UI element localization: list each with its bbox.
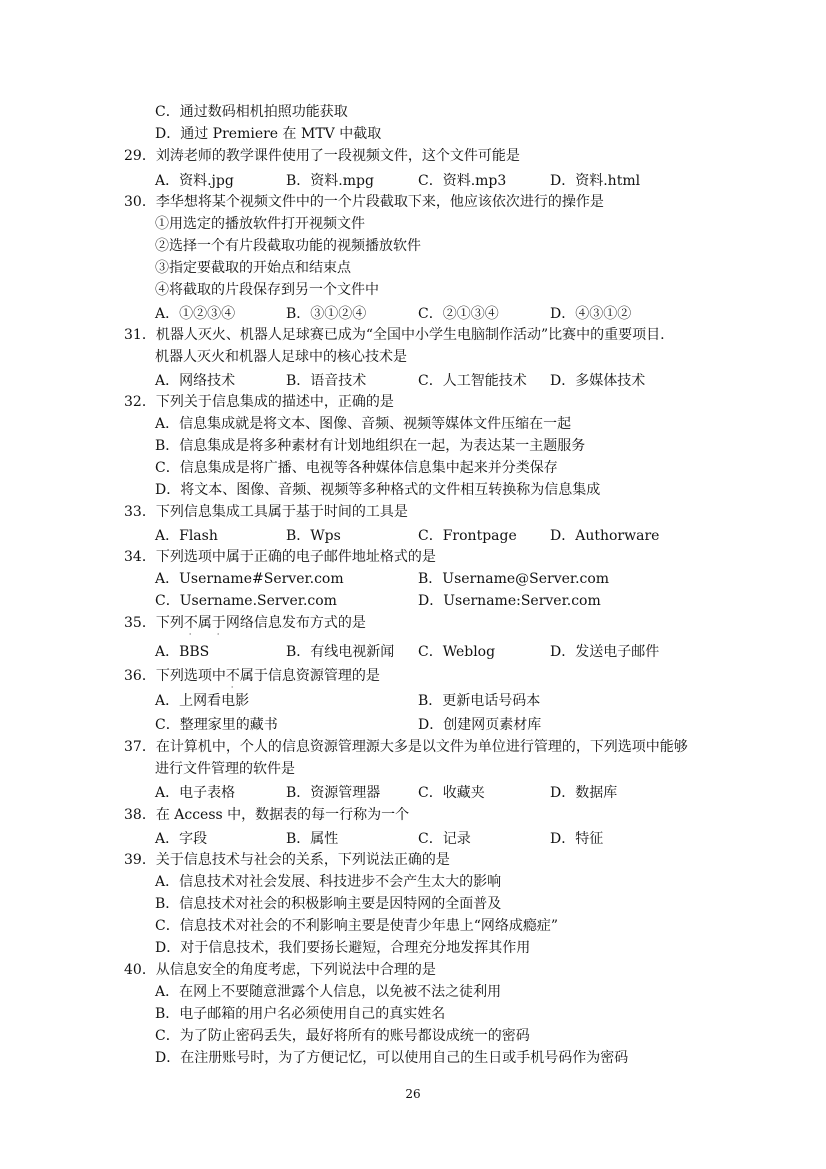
q31-stem: 31．机器人灭火、机器人足球赛已成为“全国中小学生电脑制作活动”比赛中的重要项目. [124,327,665,343]
q36-stem [124,667,380,692]
q37-option-b: B．资源管理器 [286,785,381,801]
q30-step-2: ②选择一个有片段截取功能的视频播放软件 [155,238,421,254]
q30-option-b: B．③①②④ [286,306,367,322]
q31-option-c: C．人工智能技术 [418,373,527,389]
q32-option-a: A．信息集成就是将文本、图像、音频、视频等媒体文件压缩在一起 [155,416,572,432]
q35-option-b: B．有线电视新闻 [286,644,395,660]
q28-option-c: C．通过数码相机拍照功能获取 [155,104,348,120]
q37-stem: 37．在计算机中，个人的信息资源管理源大多是以文件为单位进行管理的，下列选项中能够 [124,739,688,755]
q30-option-c: C．②①③④ [418,306,499,322]
q36-option-b: B．更新电话号码本 [418,693,541,709]
q35-option-a: A．BBS [155,644,210,660]
q38-option-c: C．记录 [418,831,471,847]
q31-stem-cont: 机器人灭火和机器人足球中的核心技术是 [155,349,407,365]
q35-stem-pre: 35．下列 [124,615,184,631]
q31-option-a: A．网络技术 [155,373,236,389]
q33-option-a: A．Flash [155,528,218,544]
q36-emphasis-text: 不 [225,668,240,684]
q30-step-1: ①用选定的播放软件打开视频文件 [155,216,365,232]
q28-option-d: D．通过 Premiere 在 MTV 中截取 [155,126,382,142]
emphasis-dot: · [216,630,220,639]
q39-option-a: A．信息技术对社会发展、科技进步不会产生太大的影响 [155,874,502,890]
q33-stem: 33．下列信息集成工具属于基于时间的工具是 [124,504,408,520]
q40-stem: 40．从信息安全的角度考虑，下列说法中合理的是 [124,962,436,978]
q38-option-a: A．字段 [155,831,208,847]
q32-option-c: C．信息集成是将广播、电视等各种媒体信息集中起来并分类保存 [155,460,558,476]
q33-option-c: C．Frontpage [418,528,517,544]
q30-step-4: ④将截取的片段保存到另一个文件中 [155,282,379,298]
q31-option-d: D．多媒体技术 [550,373,646,389]
q38-option-d: D．特征 [550,831,604,847]
q39-stem: 39．关于信息技术与社会的关系，下列说法正确的是 [124,852,450,868]
q39-option-d: D．对于信息技术，我们要扬长避短，合理充分地发挥其作用 [155,940,531,956]
q35-emphasis-text: 不属于 [183,615,226,631]
q30-option-d: D．④③①② [550,306,632,322]
page-number: 26 [405,1087,421,1101]
q35-option-d: D．发送电子邮件 [550,644,660,660]
q35-stem [124,614,366,639]
q36-option-c: C．整理家里的藏书 [155,717,278,733]
q30-option-a: A．①②③④ [155,306,236,322]
q29-option-c: C．资料.mp3 [418,173,507,189]
q34-option-a: A．Username#Server.com [155,571,344,587]
q32-option-b: B．信息集成是将多种素材有计划地组织在一起，为表达某一主题服务 [155,438,586,454]
q40-option-a: A．在网上不要随意泄露个人信息，以免被不法之徒利用 [155,984,502,1000]
q37-option-c: C．收藏夹 [418,785,485,801]
q37-option-a: A．电子表格 [155,785,236,801]
q38-stem: 38．在 Access 中，数据表的每一行称为一个 [124,807,410,823]
q35-stem-post: 网络信息发布方式的是 [225,615,366,631]
q37-stem-cont: 进行文件管理的软件是 [155,761,295,777]
q37-option-d: D．数据库 [550,785,618,801]
q31-option-b: B．语音技术 [286,373,367,389]
q30-step-3: ③指定要截取的开始点和结束点 [155,260,351,276]
q30-stem: 30．李华想将某个视频文件中的一个片段截取下来，他应该依次进行的操作是 [124,194,604,210]
q40-option-d: D．在注册账号时，为了方便记忆，可以使用自己的生日或手机号码作为密码 [155,1050,629,1066]
q36-stem-pre: 36．下列选项中 [124,668,226,684]
q32-option-d: D．将文本、图像、音频、视频等多种格式的文件相互转换称为信息集成 [155,482,601,498]
q33-option-b: B．Wps [286,528,341,544]
q39-option-b: B．信息技术对社会的积极影响主要是因特网的全面普及 [155,896,502,912]
q36-emphasis [225,667,240,692]
q40-option-c: C．为了防止密码丢失，最好将所有的账号都设成统一的密码 [155,1028,530,1044]
q39-option-c: C．信息技术对社会的不利影响主要是使青少年患上“网络成瘾症” [155,918,559,934]
q29-stem: 29．刘涛老师的教学课件使用了一段视频文件，这个文件可能是 [124,148,520,164]
emphasis-dot: · [230,683,234,692]
q33-option-d: D．Authorware [550,528,660,544]
q32-stem: 32．下列关于信息集成的描述中，正确的是 [124,394,394,410]
q29-option-b: B．资料.mpg [286,173,374,189]
q36-stem-post: 属于信息资源管理的是 [239,668,380,684]
q38-option-b: B．属性 [286,831,339,847]
q29-option-a: A．资料.jpg [155,173,234,189]
q29-option-d: D．资料.html [550,173,641,189]
q34-stem: 34．下列选项中属于正确的电子邮件地址格式的是 [124,549,436,565]
q35-emphasis [183,614,226,639]
emphasis-dot: · [188,630,192,639]
q34-option-d: D．Username:Server.com [418,593,601,609]
q36-option-a: A．上网看电影 [155,693,250,709]
q34-option-b: B．Username@Server.com [418,571,610,587]
q35-option-c: C．Weblog [418,644,496,660]
q34-option-c: C．Username.Server.com [155,593,337,609]
q40-option-b: B．电子邮箱的用户名必须使用自己的真实姓名 [155,1006,446,1022]
q36-option-d: D．创建网页素材库 [418,717,542,733]
